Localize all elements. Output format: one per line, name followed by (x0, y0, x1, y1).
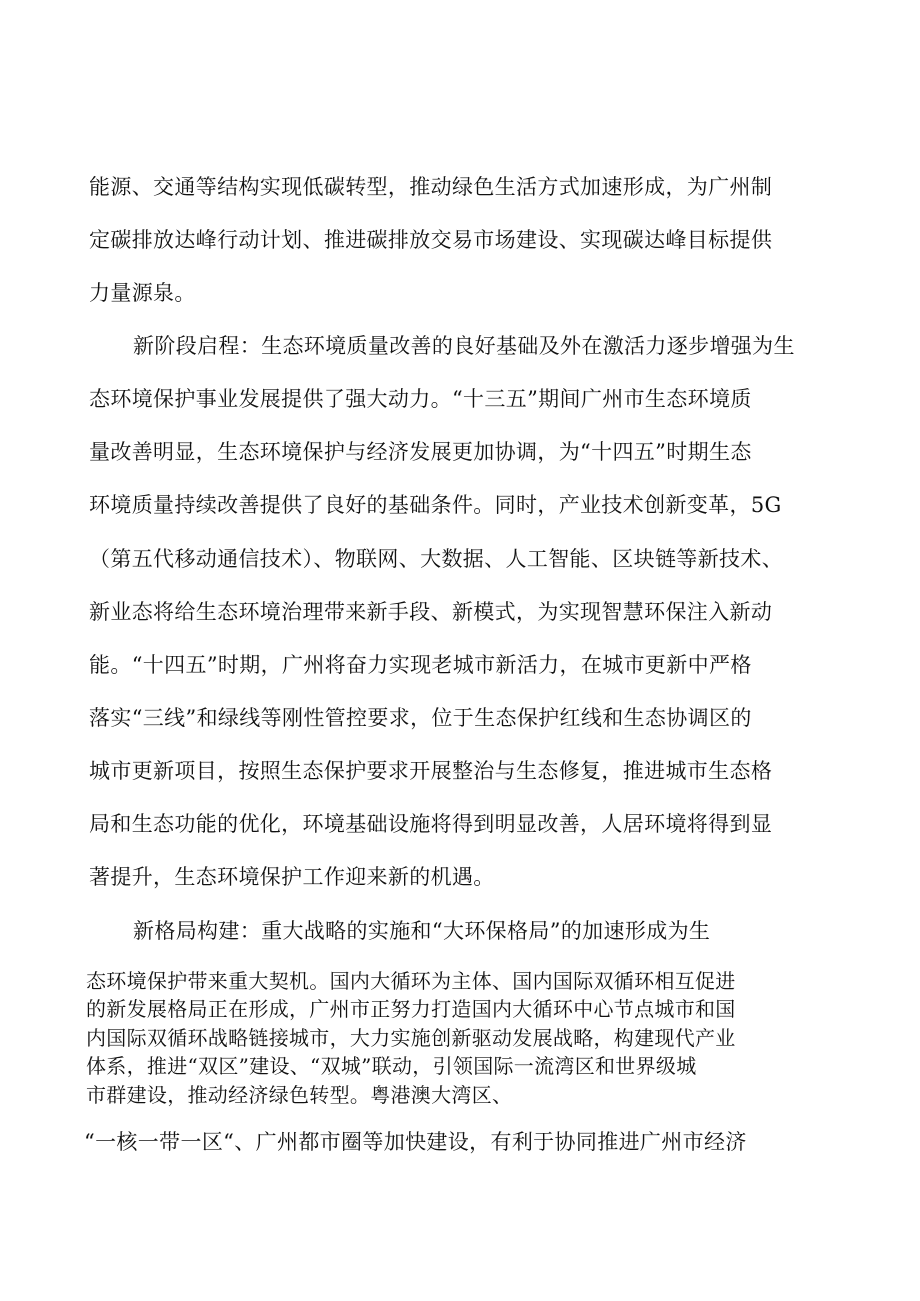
text-line: 新业态将给生态环境治理带来新手段、新模式，为实现智慧环保注入新动 (89, 600, 773, 624)
text-line: 态环境保护事业发展提供了强大动力。“十三五”期间广州市生态环境质 (89, 387, 752, 411)
text-line: “一核一带一区“、广州都市圈等加快建设，有利于协同推进广州市经济 (84, 1130, 747, 1154)
text-line: 量改善明显，生态环境保护与经济发展更加协调，为“十四五”时期生态 (89, 440, 752, 464)
text-line: 的新发展格局正在形成，广州市正努力打造国内大循环中心节点城市和国 (86, 997, 736, 1021)
text-line: 局和生态功能的优化，环境基础设施将得到明显改善，人居环境将得到显 (89, 812, 773, 836)
text-line: 环境质量持续改善提供了良好的基础条件。同时，产业技术创新变革，5G (89, 493, 782, 517)
text-line: 新阶段启程：生态环境质量改善的良好基础及外在激活力逐步增强为生 (133, 334, 795, 358)
text-line: 著提升，生态环境保护工作迎来新的机遇。 (89, 865, 495, 889)
text-line: 能。“十四五”时期，广州将奋力实现老城市新活力，在城市更新中严格 (89, 653, 752, 677)
text-line: 体系，推进“双区”建设、“双城”联动，引领国际一流湾区和世界级城 (86, 1054, 697, 1078)
text-line: 态环境保护带来重大契机。国内大循环为主体、国内国际双循环相互促进 (86, 969, 736, 993)
text-line: 新格局构建：重大战略的实施和“大环保格局”的加速形成为生 (133, 919, 711, 943)
text-line: 力量源泉。 (89, 281, 196, 305)
text-line: 市群建设，推动经济绿色转型。粤港澳大湾区、 (86, 1083, 513, 1107)
text-line: 落实“三线”和绿线等刚性管控要求，位于生态保护红线和生态协调区的 (89, 706, 752, 730)
text-line: （第五代移动通信技术）、物联网、大数据、人工智能、区块链等新技术、 (89, 547, 784, 571)
text-line: 定碳排放达峰行动计划、推进碳排放交易市场建设、实现碳达峰目标提供 (89, 228, 773, 252)
text-line: 城市更新项目，按照生态保护要求开展整治与生态修复，推进城市生态格 (89, 759, 773, 783)
text-line: 内国际双循环战略链接城市，大力实施创新驱动发展战略，构建现代产业 (86, 1026, 736, 1050)
text-line: 能源、交通等结构实现低碳转型，推动绿色生活方式加速形成，为广州制 (89, 175, 773, 199)
